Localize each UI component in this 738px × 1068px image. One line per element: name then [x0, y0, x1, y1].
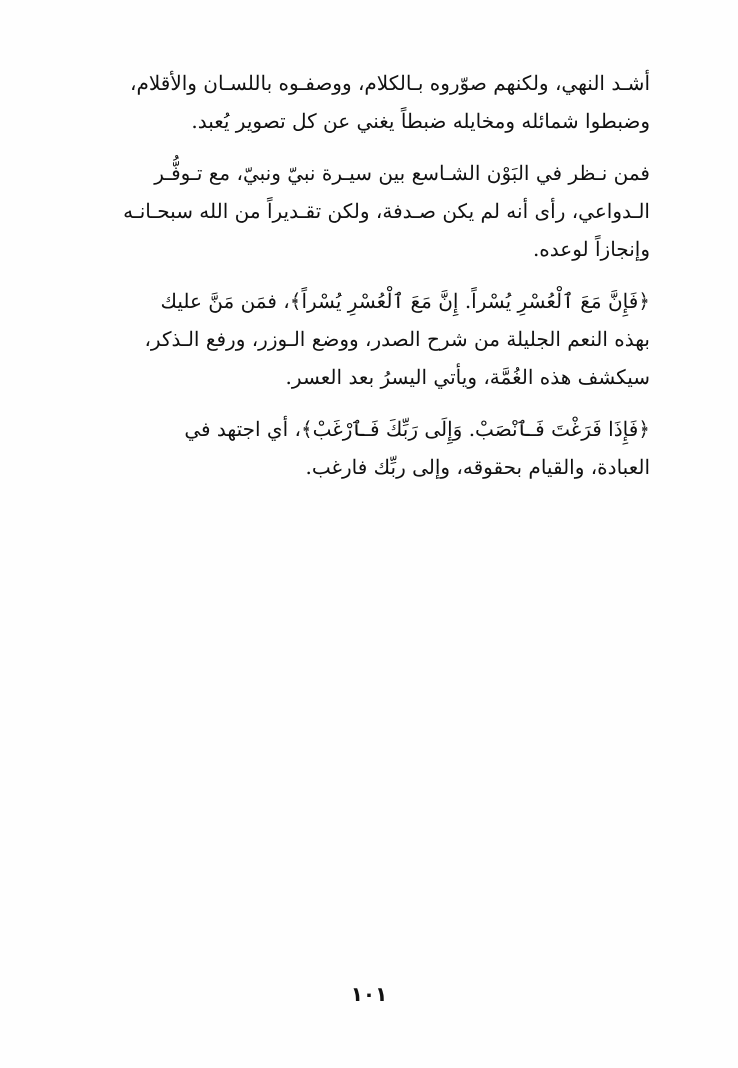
- text-line: ﴿فَإِنَّ مَعَ ٱلْعُسْرِ يُسْراً. إِنَّ مَعَ ٱلْعُسْرِ يُسْراً﴾، فمَن مَنَّ عليك: [160, 289, 650, 313]
- text-line: أشـد النهي، ولكنهم صوّروه بـالكلام، ووصفـوه باللسـان والأقلام،: [130, 71, 650, 95]
- text-line: ﴿فَإِذَا فَرَغْتَ فَـٱنْصَبْ. وَإِلَى رَبِّكَ فَـٱرْغَبْ﴾، أي اجتهد في: [184, 417, 650, 441]
- text-line: العبادة، والقيام بحقوقه، وإلى ربِّك فارغب.: [305, 455, 650, 479]
- text-line: سيكشف هذه الغُمَّة، ويأتي اليسرُ بعد العسر.: [285, 365, 650, 389]
- body-text: [94, 64, 650, 500]
- text-line: فمن نـظر في البَوْن الشـاسع بين سيـرة نبيّ ونبيّ، مع تـوفُّـر: [154, 161, 650, 185]
- paragraph-1: [94, 64, 650, 140]
- paragraph-4: [94, 410, 650, 486]
- page-number: ١٠١: [350, 982, 388, 1006]
- paragraph-3: [94, 282, 650, 396]
- text-line: وضبطوا شمائله ومخايله ضبطاً يغني عن كل تصوير يُعبد.: [191, 109, 650, 133]
- text-line: بهذه النعم الجليلة من شرح الصدر، ووضع الـوزر، ورفع الـذكر،: [144, 327, 650, 351]
- text-line: الـدواعي، رأى أنه لم يكن صـدفة، ولكن تقـديراً من الله سبحـانـه: [123, 199, 650, 223]
- text-line: وإنجازاً لوعده.: [532, 237, 650, 261]
- paragraph-2: [94, 154, 650, 268]
